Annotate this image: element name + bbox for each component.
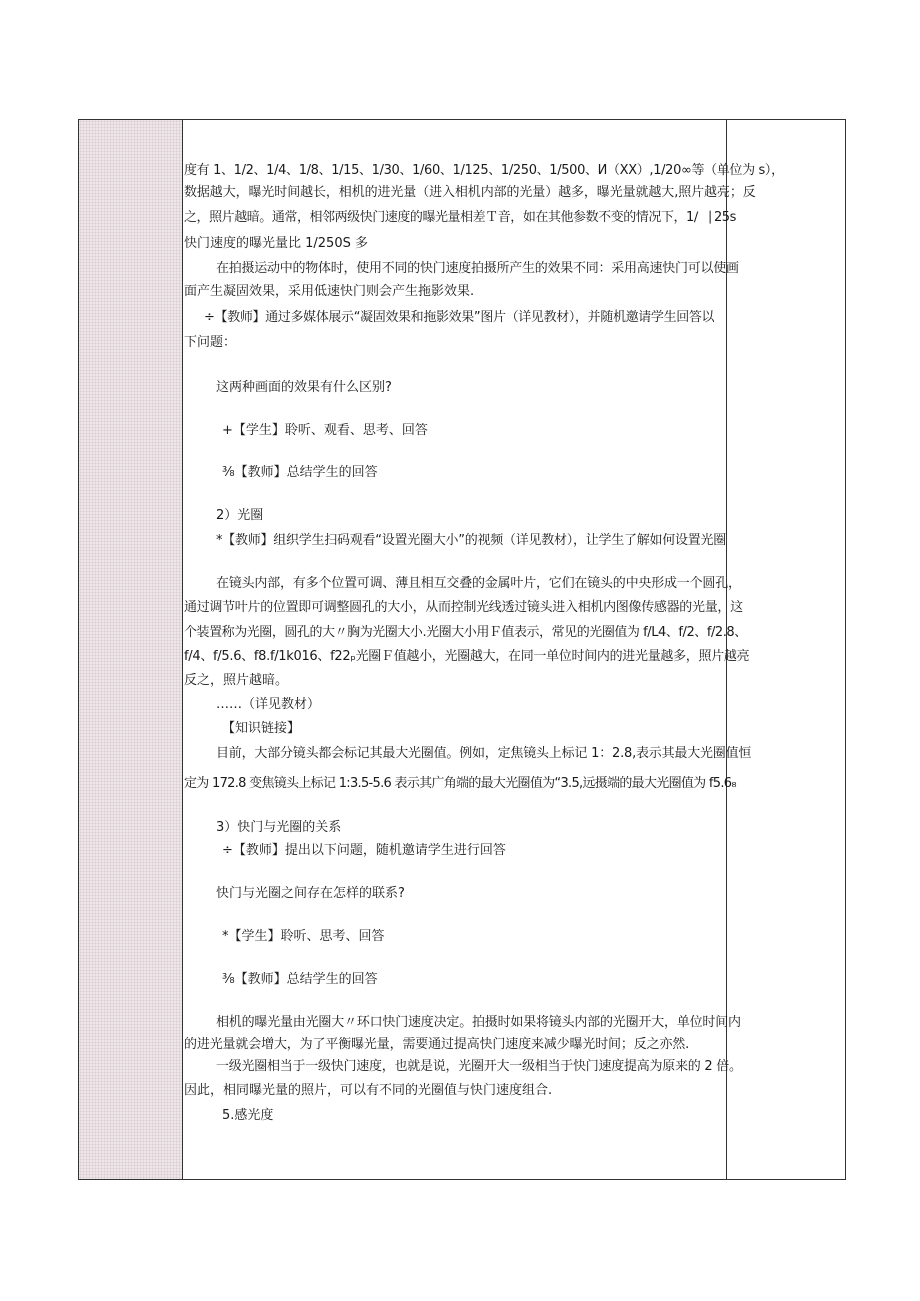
text-line: *【学生】聆听、思考、回答 bbox=[222, 929, 385, 944]
text-line: 下问题： bbox=[184, 335, 237, 350]
left-column-shaded bbox=[79, 120, 183, 1179]
text-line: 度有 1、1/2、1/4、1/8、1/15、1/30、1/60、1/125、1/250、1/500、И（XX）,1/20∞等（单位为 s）， bbox=[184, 163, 784, 178]
text-line: 反之，照片越暗。 bbox=[184, 673, 289, 688]
text-line: 定为 172.8 变焦镜头上标记 1:3.5-5.6 表示其广角端的最大光圈值为“3.5,远摄端的最大光圈值为 f5.6₈ bbox=[184, 776, 736, 791]
text-line: ÷【教师】提出以下问题，随机邀请学生进行回答 bbox=[222, 843, 506, 858]
text-line: 个装置称为光圈，圆孔的大〃胸为光圈大小.光圈大小用Ｆ值表示，常见的光圈值为 f/L4、f/2、f/2.8、 bbox=[184, 625, 747, 640]
text-line: 3）快门与光圈的关系 bbox=[216, 820, 342, 835]
text-line: ⅜【教师】总结学生的回答 bbox=[222, 972, 378, 987]
text-line: f/4、f/5.6、f8.f/1k016、f22ₚ光圈Ｆ值越小，光圈越大，在同一单位时间内的进光量越多，照片越亮 bbox=[184, 649, 750, 664]
text-line: 目前，大部分镜头都会标记其最大光圈值。例如，定焦镜头上标记 1：2.8,表示其最大光圈值恒 bbox=[216, 746, 752, 761]
text-line: ⅜【教师】总结学生的回答 bbox=[222, 465, 378, 480]
text-line: 一级光圈相当于一级快门速度，也就是说，光圈开大一级相当于快门速度提高为原来的 2 倍。 bbox=[216, 1059, 742, 1074]
text-line: 面产生凝固效果，采用低速快门则会产生拖影效果. bbox=[184, 284, 475, 299]
text-line: ……（详见教材） bbox=[216, 697, 321, 712]
text-line: 快门速度的曝光量比 1/250S 多 bbox=[184, 236, 368, 251]
text-line: *【教师】组织学生扫码观看“设置光圈大小”的视频（详见教材），让学生了解如何设置光圈 bbox=[216, 533, 726, 548]
text-line: 的进光量就会增大，为了平衡曝光量，需要通过提高快门速度来减少曝光时间；反之亦然. bbox=[184, 1037, 690, 1052]
text-line: 这两种画面的效果有什么区别? bbox=[216, 380, 392, 395]
text-line: 2）光圈 bbox=[216, 508, 264, 523]
text-line: 之，照片越暗。通常，相邻两级快门速度的曝光量相差Ｔ音，如在其他参数不变的情况下，1∕⎹ 25s bbox=[184, 210, 736, 225]
text-line: 在镜头内部，有多个位置可调、薄且相互交叠的金属叶片，它们在镜头的中央形成一个圆孔， bbox=[216, 576, 741, 591]
text-line: 快门与光圈之间存在怎样的联系? bbox=[216, 886, 405, 901]
text-line: 在拍摄运动中的物体时，使用不同的快门速度拍摄所产生的效果不同：采用高速快门可以使画 bbox=[216, 261, 739, 276]
text-line: 【知识链接】 bbox=[222, 721, 301, 736]
text-line: 通过调节叶片的位置即可调整圆孔的大小，从而控制光线透过镜头进入相机内图像传感器的光量，这 bbox=[184, 600, 743, 615]
text-line: 相机的曝光量由光圈大〃环口快门速度决定。拍摄时如果将镜头内部的光圈开大，单位时间内 bbox=[216, 1015, 741, 1030]
text-line: 因此，相同曝光量的照片，可以有不同的光圈值与快门速度组合. bbox=[184, 1083, 553, 1098]
text-line: 5.感光度 bbox=[222, 1108, 274, 1123]
text-line: ÷【教师】通过多媒体展示“凝固效果和拖影效果”图片（详见教材），并随机邀请学生回答以 bbox=[204, 310, 715, 325]
text-line: +【学生】聆听、观看、思考、回答 bbox=[222, 423, 428, 438]
text-line: 数据越大，曝光时间越长，相机的进光量（进入相机内部的光量）越多，曝光量就越大,照片越亮；反 bbox=[184, 185, 756, 200]
